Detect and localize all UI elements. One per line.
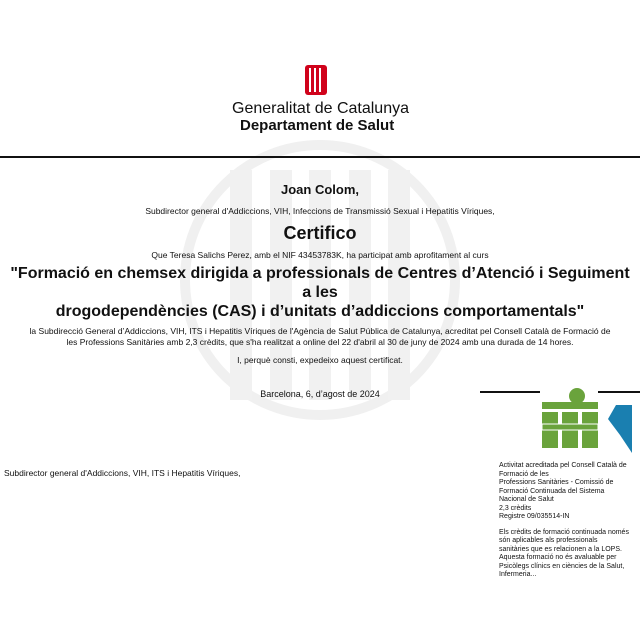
certificate-heading: Certifico xyxy=(283,223,357,243)
place-date: Barcelona, 6, d’agost de 2024 xyxy=(260,389,380,399)
accreditation-note: sanitàries que es relacionen a la LOPS. Aquesta formació no és avaluable per xyxy=(499,545,622,561)
accreditation-registry: Registre 09/035514-IN xyxy=(499,513,570,520)
signer-role: Subdirector general d'Addiccions, VIH, Infeccions de Transmissió Sexual i Hepatitis Víriques, xyxy=(145,206,495,216)
accreditation-text xyxy=(499,462,637,580)
accreditation-note: Psicòlegs clínics en ciències de la Salut, Infermeria... xyxy=(499,562,625,578)
accreditation-line: Professions Sanitàries - Comissió de Formació Continuada del Sistema xyxy=(499,479,614,495)
certificate-body xyxy=(0,182,640,399)
body-line-1: la Subdirecció General d’Addiccions, VIH, ITS i Hepatitis Víriques de l'Agència de Salut Pública de Catalunya, acreditat pel Consell Català de Formació de xyxy=(29,326,611,336)
closing: I, perquè consti, expedeixo aquest certificat. xyxy=(237,355,403,365)
certificate-intro: Que Teresa Salichs Perez, amb el NIF 43453783K, ha participat amb aprofitament al curs xyxy=(151,250,489,260)
accreditation-note: Els crèdits de formació continuada només són aplicables als professionals xyxy=(499,528,629,544)
org-name: Generalitat de Catalunya xyxy=(232,100,409,117)
accreditation-line: Nacional de Salut xyxy=(499,496,554,503)
dept-name: Departament de Salut xyxy=(240,117,395,134)
ribbon-icon xyxy=(608,405,633,453)
gencat-logo-icon xyxy=(305,65,327,95)
signature-caption: Subdirector general d'Addiccions, VIH, ITS i Hepatitis Víriques, xyxy=(4,468,241,478)
signer-name: Joan Colom, xyxy=(280,182,359,197)
divider xyxy=(598,391,640,393)
cfc-logo-icon xyxy=(540,388,600,453)
course-title-2: drogodependències (CAS) i d’unitats d’addiccions comportamentals" xyxy=(55,303,585,320)
accreditation-credits: 2,3 crèdits xyxy=(499,504,532,512)
body-line-2: les Professions Sanitàries amb 2,3 crèdits, que s'ha realitzat a online del 22 d'abril al 30 de juny de 2024 amb una durada de 14 hores. xyxy=(66,337,574,347)
divider xyxy=(480,391,540,393)
divider xyxy=(0,156,640,158)
course-title-1: "Formació en chemsex dirigida a professionals de Centres d’Atenció i Seguiment a les xyxy=(10,265,630,301)
accreditation-line: Activitat acreditada pel Consell Català de Formació de les xyxy=(499,462,627,478)
